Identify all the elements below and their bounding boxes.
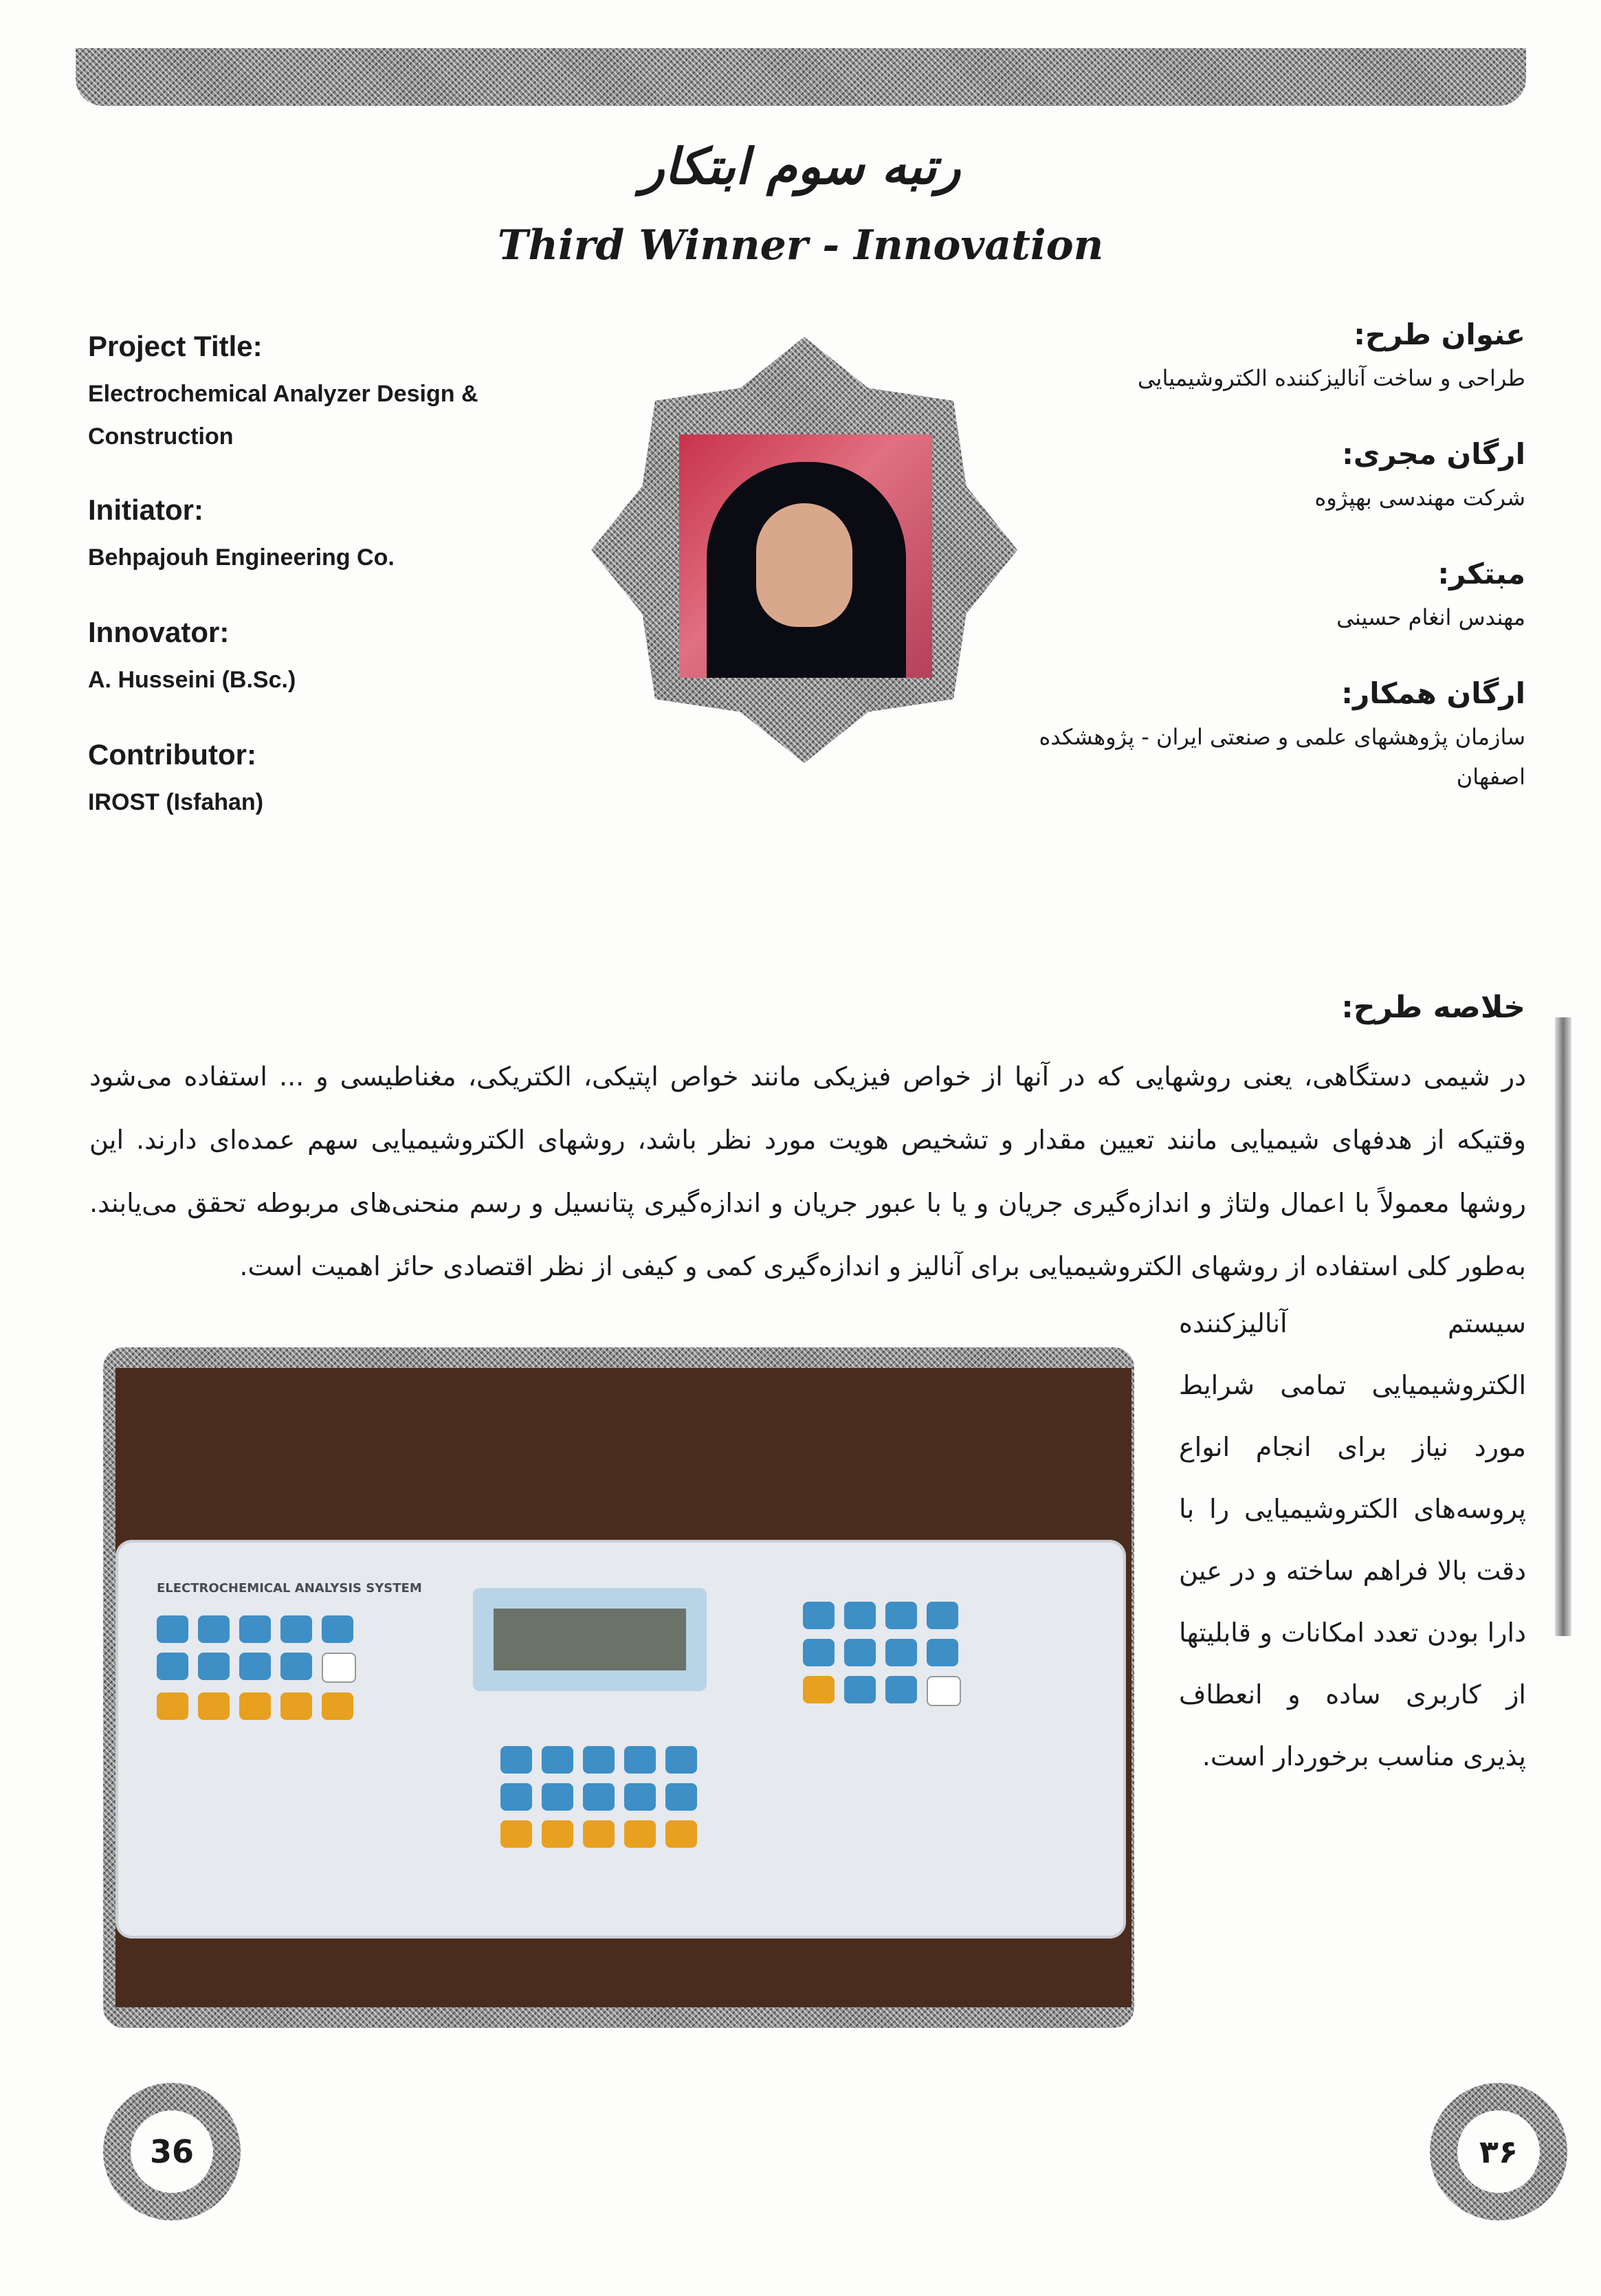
initiator-block — [88, 494, 569, 579]
project-title-fa-label: عنوان طرح: — [1354, 318, 1525, 351]
analyzer-device — [115, 1540, 1126, 1939]
device-lcd-screen — [473, 1588, 707, 1691]
innovator-block — [88, 616, 569, 701]
innovator-value: A. Husseini (B.Sc.) — [88, 667, 296, 693]
contributor-fa-label: ارگان همکار: — [1341, 676, 1525, 710]
device-left-keypad — [157, 1615, 353, 1720]
contributor-fa-value: سازمان پژوهشهای علمی و صنعتی ایران - پژوهشکده اصفهان — [1039, 724, 1525, 790]
project-title-fa-block — [1030, 318, 1525, 398]
innovator-fa-value: مهندس انغام حسینی — [1336, 604, 1525, 630]
page-title-english: Third Winner - Innovation — [497, 221, 1104, 269]
project-title-fa-value: طراحی و ساخت آنالیزکننده الکتروشیمیایی — [1137, 365, 1525, 391]
page-number-left: 36 — [131, 2110, 213, 2193]
page-number-right-badge — [1430, 2083, 1567, 2220]
device-numeric-keypad — [803, 1602, 958, 1706]
innovator-portrait-photo — [679, 434, 932, 678]
device-label: ELECTROCHEMICAL ANALYSIS SYSTEM — [157, 1581, 422, 1596]
innovator-label: Innovator: — [88, 616, 230, 648]
page-number-left-badge — [103, 2083, 241, 2220]
top-decorative-banner — [76, 48, 1526, 106]
initiator-fa-label: ارگان مجری: — [1342, 437, 1525, 471]
project-title-label: Project Title: — [88, 330, 263, 362]
project-title-value: Electrochemical Analyzer Design & Construction — [88, 381, 478, 450]
page-edge-shadow — [1555, 1017, 1571, 1636]
page-number-right: ۳۶ — [1457, 2110, 1540, 2193]
summary-side-paragraph: سیستم آنالیزکننده الکتروشیمیایی تمامی شرایط مورد نیاز برای انجام انواع پروسه‌های الکتروشیمیایی را با دقت بالا فراهم ساخته و در عین دارا بودن تعدد امکانات و قابلیتها از کاربری ساده و انعطاف پذیری مناسب برخوردار است. — [1179, 1308, 1526, 1771]
contributor-value: IROST (Isfahan) — [88, 789, 264, 815]
project-title-block — [88, 330, 569, 458]
contributor-block — [88, 738, 569, 824]
device-center-keypad — [500, 1746, 697, 1848]
initiator-label: Initiator: — [88, 494, 203, 526]
summary-heading: خلاصه طرح: — [1341, 990, 1525, 1025]
summary-paragraph: در شیمی دستگاهی، یعنی روشهایی که در آنها از خواص فیزیکی مانند خواص اپتیکی، الکتریکی، مغناطیسی و ... استفاده می‌شود وقتیکه از هدفهای شیمیایی مانند تعیین مقدار و تشخیص هویت مورد نظر باشد، روشهای الکتروشیمیایی سهم عمده‌ای دارند. این روشها معمولاً با اعمال ولتاژ و اندازه‌گیری جریان و یا با عبور جریان و اندازه‌گیری پتانسیل و رسم منحنی‌های مربوطه تحقق می‌یابند. به‌طور کلی استفاده از روشهای الکتروشیمیایی برای آنالیز و اندازه‌گیری کمی و کیفی از نظر اقتصادی حائز اهمیت است. — [89, 1061, 1526, 1281]
initiator-fa-block — [1030, 437, 1525, 518]
contributor-label: Contributor: — [88, 738, 256, 771]
initiator-value: Behpajouh Engineering Co. — [88, 544, 395, 571]
innovator-fa-block — [1030, 557, 1525, 637]
page-title-persian: رتبه سوم ابتکار — [640, 137, 961, 195]
innovator-fa-label: مبتکر: — [1437, 557, 1525, 590]
initiator-fa-value: شرکت مهندسی بهپژوه — [1314, 485, 1525, 511]
device-photo — [115, 1368, 1131, 2007]
contributor-fa-block — [1030, 676, 1525, 797]
